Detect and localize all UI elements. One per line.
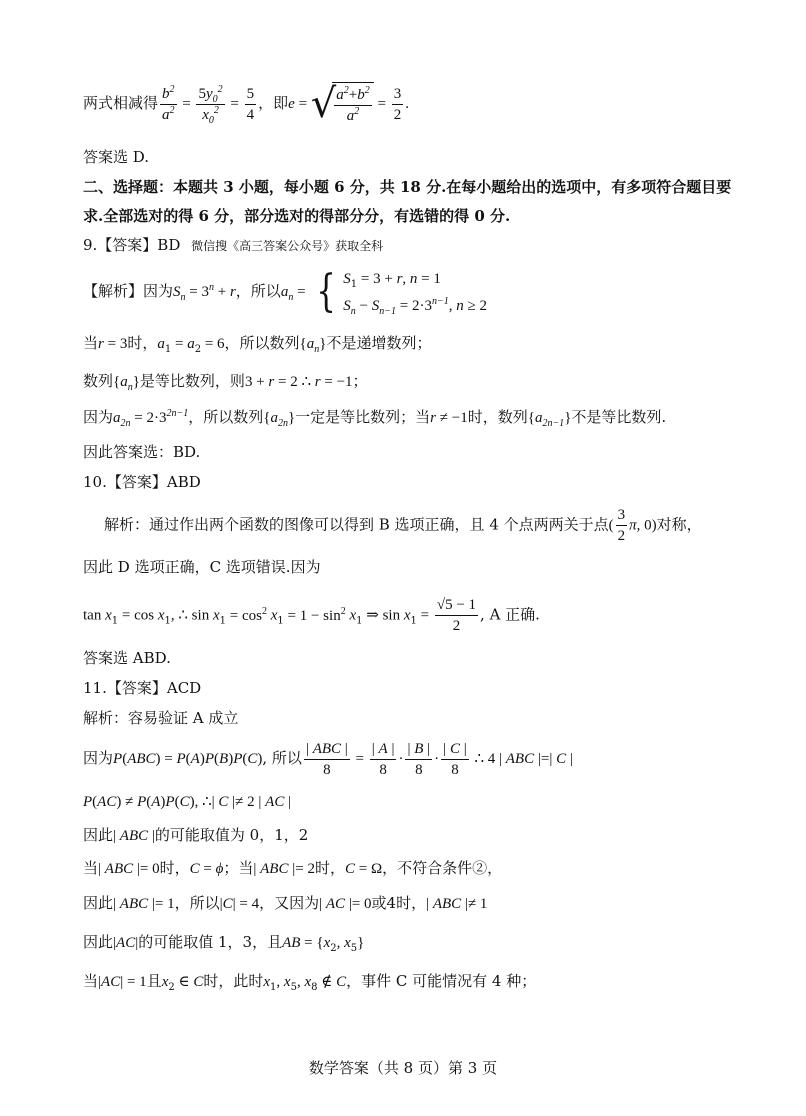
answer-d: 答案选 D. (83, 148, 150, 166)
section-title-line-2: 求.全部选对的得 6 分，部分选对的得部分分，有选错的得 0 分. (83, 207, 511, 225)
q9-line-3: 因为$a_{2n} = 2\cdot 3^{2n-1}$，所以数列$\{a_{2n}\}$一定是等比数列；当r ≠ −1时，数列$\{a_{2n-1}\}$不是等比数列. (83, 408, 667, 429)
q11-line-5: 当| ABC |= 0时，C = ϕ；当| ABC |= 2时，C = Ω，不符合条件②， (83, 859, 503, 877)
q9-heading: 9.【答案】BD 微信搜《高三答案公众号》获取全科 (83, 236, 384, 254)
formula-line-1: 两式相减得 $\frac{b^2}{a^2}$ = $\frac{5y_0^2}{x_0^2}$ = $\frac{5}{4}$ ，即e = √ $\frac{a^2+b^2}{a^2}$ = $\frac{3}{2}$ . (83, 81, 409, 127)
q10-line-1: 解析：通过作出两个函数的图像可以得到 B 选项正确，且 4 个点两两关于点( $\frac{3}{2}$ π, 0)对称， (104, 507, 702, 544)
q11-line-8: 当|AC| = 1且$x_2$ ∈ C时，此时$x_1$, $x_5$, $x_8$ ∉ C，事件 C 可能情况有 4 种； (83, 972, 537, 993)
q9-line-1: 当r = 3时，$a_1 = a_2 = 6$，所以数列$\{a_n\}$不是递增数列； (83, 334, 432, 355)
q10-line-2: 因此 D 选项正确，C 选项错误.因为 (83, 558, 321, 576)
q11-heading: 11.【答案】ACD (83, 679, 202, 697)
q11-line-7: 因此|AC|的可能取值 1，3，且AB = {$x_2$, $x_5$} (83, 933, 365, 954)
q10-line-3: $\tan x_1 = \cos x_1$, ∴ $\sin x_1 = \cos^2 x_1 = 1 - \sin^2 x_1$ ⇒ $\sin x_1$ = $\frac{√5 - 1}{2}$ , A 正确. (83, 597, 540, 634)
q11-line-2: 因为P(ABC) = P(A)P(B)P(C), 所以 $\frac{\text{| ABC |}}{8}$ = $\frac{| A |}{8}$ · $\frac{| B |}{8}$ · $\frac{| C |}{8}$ ∴ 4 | ABC |=| C | (83, 738, 573, 780)
q10-conclusion: 答案选 ABD. (83, 649, 171, 667)
q11-line-3: P(AC) ≠ P(A)P(C), ∴| C |≠ 2 | AC | (83, 794, 292, 810)
section-title-line-1: 二、选择题：本题共 3 小题，每小题 6 分，共 18 分.在每小题给出的选项中，有多项符合题目要 (83, 178, 732, 196)
q11-line-1: 解析：容易验证 A 成立 (83, 709, 239, 727)
q11-line-6: 因此| ABC |= 1，所以|C| = 4，又因为| AC |= 0或4时，| ABC |≠ 1 (83, 894, 488, 912)
page-footer: 数学答案（共 8 页）第 3 页 (308, 1059, 498, 1077)
q10-heading: 10.【答案】ABD (83, 473, 201, 491)
q11-line-4: 因此| ABC |的可能取值为 0，1，2 (83, 826, 309, 844)
q9-analysis: 【解析】因为$S_n = 3^n + r$，所以$a_n$ = { $S_1 = 3 + r$, n = 1 $S_n - S_{n-1} = 2\cdot 3^{n-1}$, n ≥ 2 (83, 266, 487, 317)
q9-watermark-note: 微信搜《高三答案公众号》获取全科 (191, 239, 384, 253)
q9-line-2: 数列$\{a_n\}$是等比数列，则3 + r = 2 ∴ r = −1； (83, 372, 368, 393)
q9-conclusion: 因此答案选：BD. (83, 443, 201, 461)
